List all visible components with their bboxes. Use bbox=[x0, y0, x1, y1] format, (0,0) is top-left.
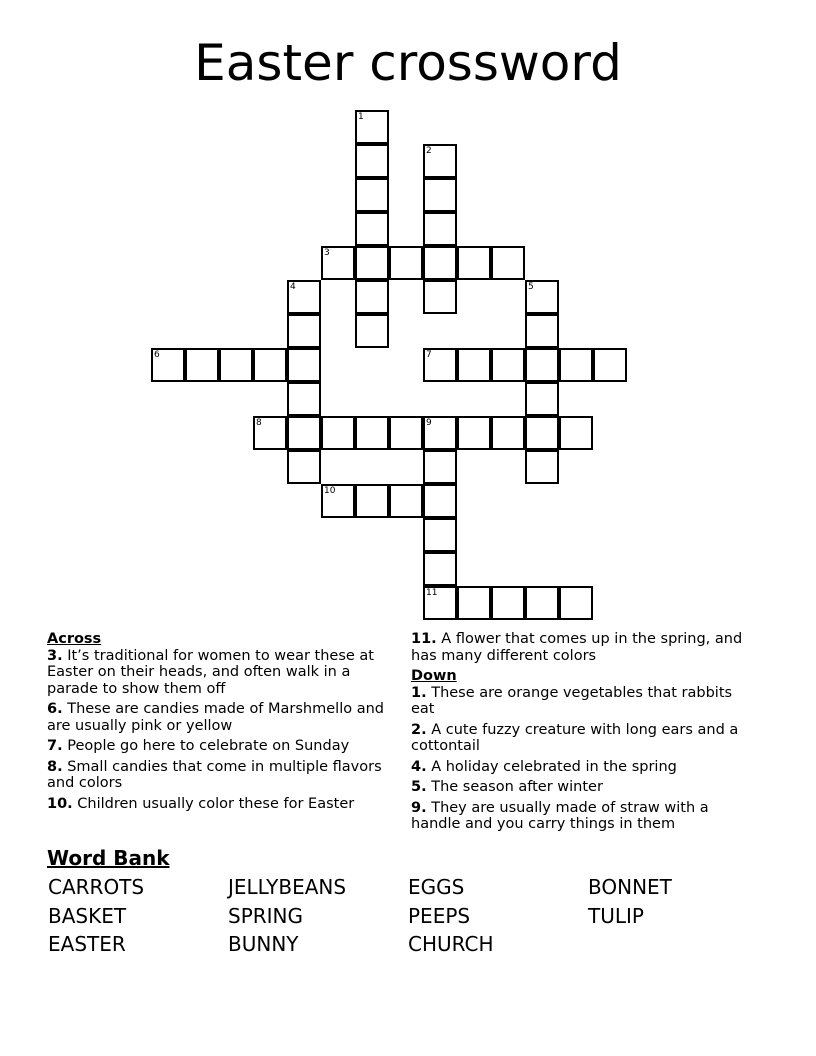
clue-across-11: 11. A flower that comes up in the spring, and has many different colors bbox=[411, 631, 743, 664]
grid-cell[interactable] bbox=[559, 416, 593, 450]
grid-cell[interactable] bbox=[389, 484, 423, 518]
clue-down-9: 9. They are usually made of straw with a handle and you carry things in them bbox=[411, 799, 709, 832]
grid-cell[interactable] bbox=[355, 144, 389, 178]
clue-number: 5 bbox=[528, 282, 534, 292]
grid-cell[interactable] bbox=[423, 246, 457, 280]
grid-cell[interactable] bbox=[525, 348, 559, 382]
grid-cell[interactable] bbox=[355, 246, 389, 280]
grid-cell[interactable] bbox=[151, 348, 185, 382]
clue-number: 4 bbox=[290, 282, 296, 292]
grid-cell[interactable] bbox=[355, 212, 389, 246]
word-bank-word: TULIP bbox=[588, 904, 644, 928]
grid-cell[interactable] bbox=[525, 314, 559, 348]
grid-cell[interactable] bbox=[321, 484, 355, 518]
grid-cell[interactable] bbox=[423, 416, 457, 450]
grid-cell[interactable] bbox=[423, 552, 457, 586]
grid-cell[interactable] bbox=[525, 382, 559, 416]
grid-cell[interactable] bbox=[491, 586, 525, 620]
grid-cell[interactable] bbox=[593, 348, 627, 382]
clue-across-6: 6. These are candies made of Marshmello and are usually pink or yellow bbox=[47, 701, 384, 734]
grid-cell[interactable] bbox=[423, 178, 457, 212]
grid-cell[interactable] bbox=[457, 416, 491, 450]
grid-cell[interactable] bbox=[355, 416, 389, 450]
clue-number: 1 bbox=[358, 112, 364, 122]
clue-number: 7 bbox=[426, 350, 432, 360]
grid-cell[interactable] bbox=[491, 246, 525, 280]
word-bank-word: SPRING bbox=[228, 904, 304, 928]
grid-cell[interactable] bbox=[423, 450, 457, 484]
word-bank-word: EGGS bbox=[408, 875, 465, 899]
grid-cell[interactable] bbox=[389, 246, 423, 280]
grid-cell[interactable] bbox=[559, 348, 593, 382]
clues-column-right bbox=[411, 631, 753, 837]
word-bank-word: CARROTS bbox=[48, 875, 145, 899]
grid-cell[interactable] bbox=[321, 416, 355, 450]
word-bank-word: CHURCH bbox=[408, 932, 494, 956]
grid-cell[interactable] bbox=[185, 348, 219, 382]
across-heading: Across bbox=[47, 631, 102, 647]
grid-cell[interactable] bbox=[321, 246, 355, 280]
clue-number: 9 bbox=[426, 418, 432, 428]
word-bank-word: EASTER bbox=[48, 932, 126, 956]
grid-cell[interactable] bbox=[457, 348, 491, 382]
grid-cell[interactable] bbox=[287, 280, 321, 314]
grid-cell[interactable] bbox=[491, 348, 525, 382]
clue-down-4: 4. A holiday celebrated in the spring bbox=[411, 758, 677, 775]
clue-across-10: 10. Children usually color these for Easter bbox=[47, 795, 355, 812]
clue-down-1: 1. These are orange vegetables that rabbits eat bbox=[411, 684, 733, 717]
clue-number: 2 bbox=[426, 146, 432, 156]
grid-cell[interactable] bbox=[287, 416, 321, 450]
grid-cell[interactable] bbox=[253, 348, 287, 382]
word-bank-word: JELLYBEANS bbox=[228, 875, 347, 899]
clue-number: 8 bbox=[256, 418, 262, 428]
clue-across-8: 8. Small candies that come in multiple flavors and colors bbox=[47, 758, 382, 791]
grid-cell[interactable] bbox=[423, 348, 457, 382]
grid-cell[interactable] bbox=[525, 416, 559, 450]
clue-down-2: 2. A cute fuzzy creature with long ears and a cottontail bbox=[411, 721, 739, 754]
grid-cell[interactable] bbox=[287, 382, 321, 416]
clue-number: 3 bbox=[324, 248, 330, 258]
grid-cell[interactable] bbox=[389, 416, 423, 450]
grid-cell[interactable] bbox=[287, 450, 321, 484]
grid-cell[interactable] bbox=[423, 212, 457, 246]
grid-cell[interactable] bbox=[457, 246, 491, 280]
word-bank-word: BONNET bbox=[588, 875, 672, 899]
clue-across-7: 7. People go here to celebrate on Sunday bbox=[47, 738, 350, 754]
grid-cell[interactable] bbox=[423, 518, 457, 552]
grid-cell[interactable] bbox=[287, 348, 321, 382]
grid-cell[interactable] bbox=[355, 280, 389, 314]
word-bank-word: PEEPS bbox=[408, 904, 471, 928]
word-bank-title: Word Bank bbox=[47, 846, 170, 870]
grid-cell[interactable] bbox=[525, 450, 559, 484]
clue-number: 6 bbox=[154, 350, 160, 360]
grid-cell[interactable] bbox=[253, 416, 287, 450]
grid-cell[interactable] bbox=[525, 280, 559, 314]
page-title: Easter crossword bbox=[194, 34, 622, 92]
grid-cell[interactable] bbox=[423, 484, 457, 518]
grid-cell[interactable] bbox=[355, 110, 389, 144]
clue-down-5: 5. The season after winter bbox=[411, 779, 603, 795]
grid-cell[interactable] bbox=[423, 144, 457, 178]
grid-cell[interactable] bbox=[525, 586, 559, 620]
word-bank-word: BASKET bbox=[48, 904, 127, 928]
clue-number: 11 bbox=[426, 588, 438, 598]
word-bank-word: BUNNY bbox=[228, 932, 299, 956]
grid-cell[interactable] bbox=[355, 484, 389, 518]
grid-cell[interactable] bbox=[491, 416, 525, 450]
clue-across-3: 3. It’s traditional for women to wear these at Easter on their heads, and often walk in a parade to show them off bbox=[47, 647, 374, 697]
grid-cell[interactable] bbox=[423, 586, 457, 620]
grid-cell[interactable] bbox=[559, 586, 593, 620]
grid-cell[interactable] bbox=[287, 314, 321, 348]
grid-cell[interactable] bbox=[219, 348, 253, 382]
grid-cell[interactable] bbox=[355, 314, 389, 348]
grid-cell[interactable] bbox=[355, 178, 389, 212]
down-heading: Down bbox=[411, 668, 457, 684]
clue-number: 10 bbox=[324, 486, 336, 496]
grid-cell[interactable] bbox=[423, 280, 457, 314]
grid-cell[interactable] bbox=[457, 586, 491, 620]
clues-column-left bbox=[47, 631, 389, 816]
